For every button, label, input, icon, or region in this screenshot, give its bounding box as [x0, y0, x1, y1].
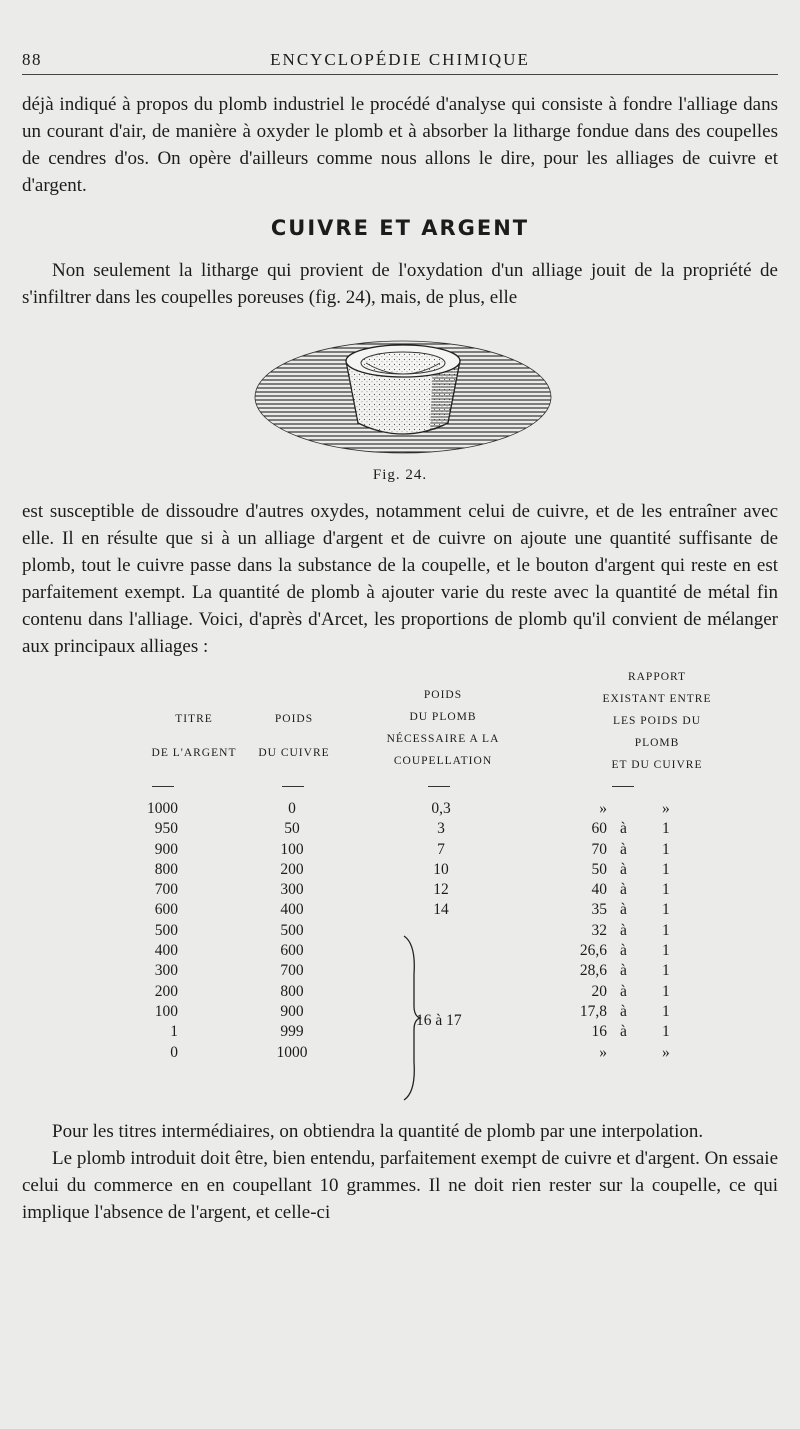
cell-cuivre: 600 — [280, 942, 304, 960]
cell-cuivre: 900 — [280, 1002, 304, 1020]
figure-cupel — [22, 323, 778, 465]
cell-titre: 400 — [154, 942, 178, 960]
paragraph-after-figure: est susceptible de dissoudre d'autres oxydes, notamment celui de cuivre, et de les entraîner avec elle. Il en résulte que si à un alliage d'argent et de cuivre on ajoute une quantité suffisante de plomb, tout le cuivre passe dans la substance de la coupelle, et le bouton d'argent qui reste en est parfaitement exempt. La quantité de plomb à ajouter varie du reste avec la quantité de métal fin contenu dans l'alliage. Voici, d'après d'Arcet, les proportions de plomb qu'il convient de mélanger aux principaux alliages : — [22, 501, 778, 657]
cell-cuivre: 1000 — [276, 1043, 308, 1061]
cell-titre: 1 — [170, 1023, 178, 1041]
figure-caption: Fig. 24. — [372, 467, 428, 483]
cell-cuivre: 100 — [280, 840, 304, 858]
table-row — [22, 1043, 778, 1063]
cell-rapport-cuivre: 1 — [662, 982, 670, 1000]
cell-rapport-plomb: 28,6 — [579, 962, 607, 980]
cell-titre: 1000 — [147, 800, 178, 817]
cell-rapport-cuivre: 1 — [662, 921, 670, 939]
cell-plomb: 3 — [437, 820, 445, 838]
cell-rapport-plomb: 40 — [591, 881, 607, 899]
cell-rapport-plomb: » — [599, 800, 607, 817]
table-row — [22, 819, 778, 839]
cell-rapport-plomb: 35 — [591, 901, 607, 919]
cell-titre: 950 — [154, 820, 178, 838]
cell-rapport-cuivre: 1 — [662, 1023, 670, 1041]
cell-rapport-cuivre: 1 — [662, 820, 670, 838]
cell-rapport-cuivre: 1 — [662, 962, 670, 980]
cell-rapport-plomb: 26,6 — [579, 942, 607, 960]
table-row — [22, 982, 778, 1002]
cell-cuivre: 50 — [284, 820, 300, 838]
cell-rapport-plomb: 20 — [591, 982, 607, 1000]
cell-rapport-cuivre: 1 — [662, 901, 670, 919]
table-row — [22, 921, 778, 941]
column-dash — [282, 786, 304, 787]
cell-rapport-cuivre: 1 — [662, 942, 670, 960]
table-row — [22, 860, 778, 880]
column-dash — [428, 786, 450, 787]
cell-plomb: 0,3 — [431, 800, 451, 817]
page-header — [22, 46, 778, 75]
table-row — [22, 961, 778, 981]
cell-plomb: 12 — [433, 881, 449, 899]
cell-rapport-cuivre: 1 — [662, 881, 670, 899]
paragraph-before-figure: Non seulement la litharge qui provient de l'oxydation d'un alliage jouit de la propriété de s'infiltrer dans les coupelles poreuses (fig. 24), mais, de plus, elle — [22, 260, 778, 308]
cell-rapport-sep: à — [620, 881, 627, 899]
table-row — [22, 900, 778, 920]
cell-rapport-sep: à — [620, 962, 627, 980]
cell-rapport-sep: à — [620, 982, 627, 1000]
cell-rapport-plomb: 16 — [591, 1023, 607, 1041]
paragraph-final: Le plomb introduit doit être, bien entendu, parfaitement exempt de cuivre et d'argent. On essaie celui du commerce en en coupellant 10 grammes. Il ne doit rien rester sur la coupelle, ce qui implique l'absence de l'argent, et celle-ci — [22, 1148, 778, 1223]
cell-rapport-sep: à — [620, 820, 627, 838]
cell-rapport-plomb: 50 — [591, 860, 607, 878]
header-poids-plomb: POIDS DU PLOMB NÉCESSAIRE A LA COUPELLATION — [386, 689, 500, 767]
running-title: ENCYCLOPÉDIE CHIMIQUE — [270, 50, 530, 69]
cell-titre: 700 — [154, 881, 178, 899]
cell-rapport-plomb: 70 — [591, 840, 607, 858]
column-dash — [152, 786, 174, 787]
cell-titre: 600 — [154, 901, 178, 919]
column-dash — [612, 786, 634, 787]
header-poids-cuivre: POIDS DU CUIVRE — [258, 713, 330, 759]
table-row — [22, 1002, 778, 1022]
cell-rapport-plomb: 17,8 — [579, 1002, 607, 1020]
paragraph-interpolation: Pour les titres intermédiaires, on obtiendra la quantité de plomb par une interpolation. — [52, 1121, 704, 1142]
table-row — [22, 1022, 778, 1042]
cell-titre: 200 — [154, 982, 178, 1000]
cell-cuivre: 500 — [280, 921, 304, 939]
cell-rapport-sep: à — [620, 1002, 627, 1020]
cell-cuivre: 700 — [280, 962, 304, 980]
cell-rapport-cuivre: » — [662, 1043, 670, 1061]
cell-rapport-plomb: 60 — [591, 820, 607, 838]
cell-rapport-cuivre: 1 — [662, 860, 670, 878]
cell-titre: 900 — [154, 840, 178, 858]
table-row — [22, 840, 778, 860]
header-rapport: RAPPORT EXISTANT ENTRE LES POIDS DU PLOMB ET DU CUIVRE — [602, 671, 712, 771]
book-page — [22, 46, 778, 1226]
cell-rapport-sep: à — [620, 942, 627, 960]
proportions-table — [22, 671, 778, 1106]
paragraph-intro: déjà indiqué à propos du plomb industriel le procédé d'analyse qui consiste à fondre l'alliage dans un courant d'air, de manière à oxyder le plomb et à absorber la litharge fondue dans des coupelles de cendres d'os. On opère d'ailleurs comme nous allons le dire, pour les alliages de cuivre et d'argent. — [22, 94, 778, 196]
cell-rapport-plomb: » — [599, 1043, 607, 1061]
cell-titre: 0 — [170, 1043, 178, 1061]
cell-rapport-sep: à — [620, 1023, 627, 1041]
cell-rapport-sep: à — [620, 840, 627, 858]
cell-plomb: 14 — [433, 901, 449, 919]
table-row — [22, 880, 778, 900]
cell-titre: 800 — [154, 860, 178, 878]
cell-rapport-plomb: 32 — [591, 921, 607, 939]
cell-cuivre: 800 — [280, 982, 304, 1000]
cell-rapport-cuivre: » — [662, 800, 670, 817]
cell-rapport-cuivre: 1 — [662, 1002, 670, 1020]
grouped-plomb-value: 16 à 17 — [416, 1012, 462, 1029]
cell-plomb: 10 — [433, 860, 449, 878]
table-rows — [22, 799, 778, 1063]
cell-cuivre: 300 — [280, 881, 304, 899]
table-row — [22, 941, 778, 961]
cell-plomb: 7 — [437, 840, 445, 858]
page-number: 88 — [22, 50, 42, 69]
cell-rapport-cuivre: 1 — [662, 840, 670, 858]
header-titre: TITRE DE L'ARGENT — [151, 713, 237, 759]
section-title: CUIVRE ET ARGENT — [270, 216, 530, 240]
cell-rapport-sep: à — [620, 921, 627, 939]
cell-titre: 500 — [154, 921, 178, 939]
table-row — [22, 799, 778, 819]
cell-cuivre: 400 — [280, 901, 304, 919]
cell-cuivre: 999 — [280, 1023, 304, 1041]
cell-rapport-sep: à — [620, 860, 627, 878]
cell-cuivre: 200 — [280, 860, 304, 878]
cell-cuivre: 0 — [288, 800, 296, 817]
cupel-engraving — [248, 323, 558, 463]
cell-titre: 100 — [154, 1002, 178, 1020]
cell-titre: 300 — [154, 962, 178, 980]
cell-rapport-sep: à — [620, 901, 627, 919]
